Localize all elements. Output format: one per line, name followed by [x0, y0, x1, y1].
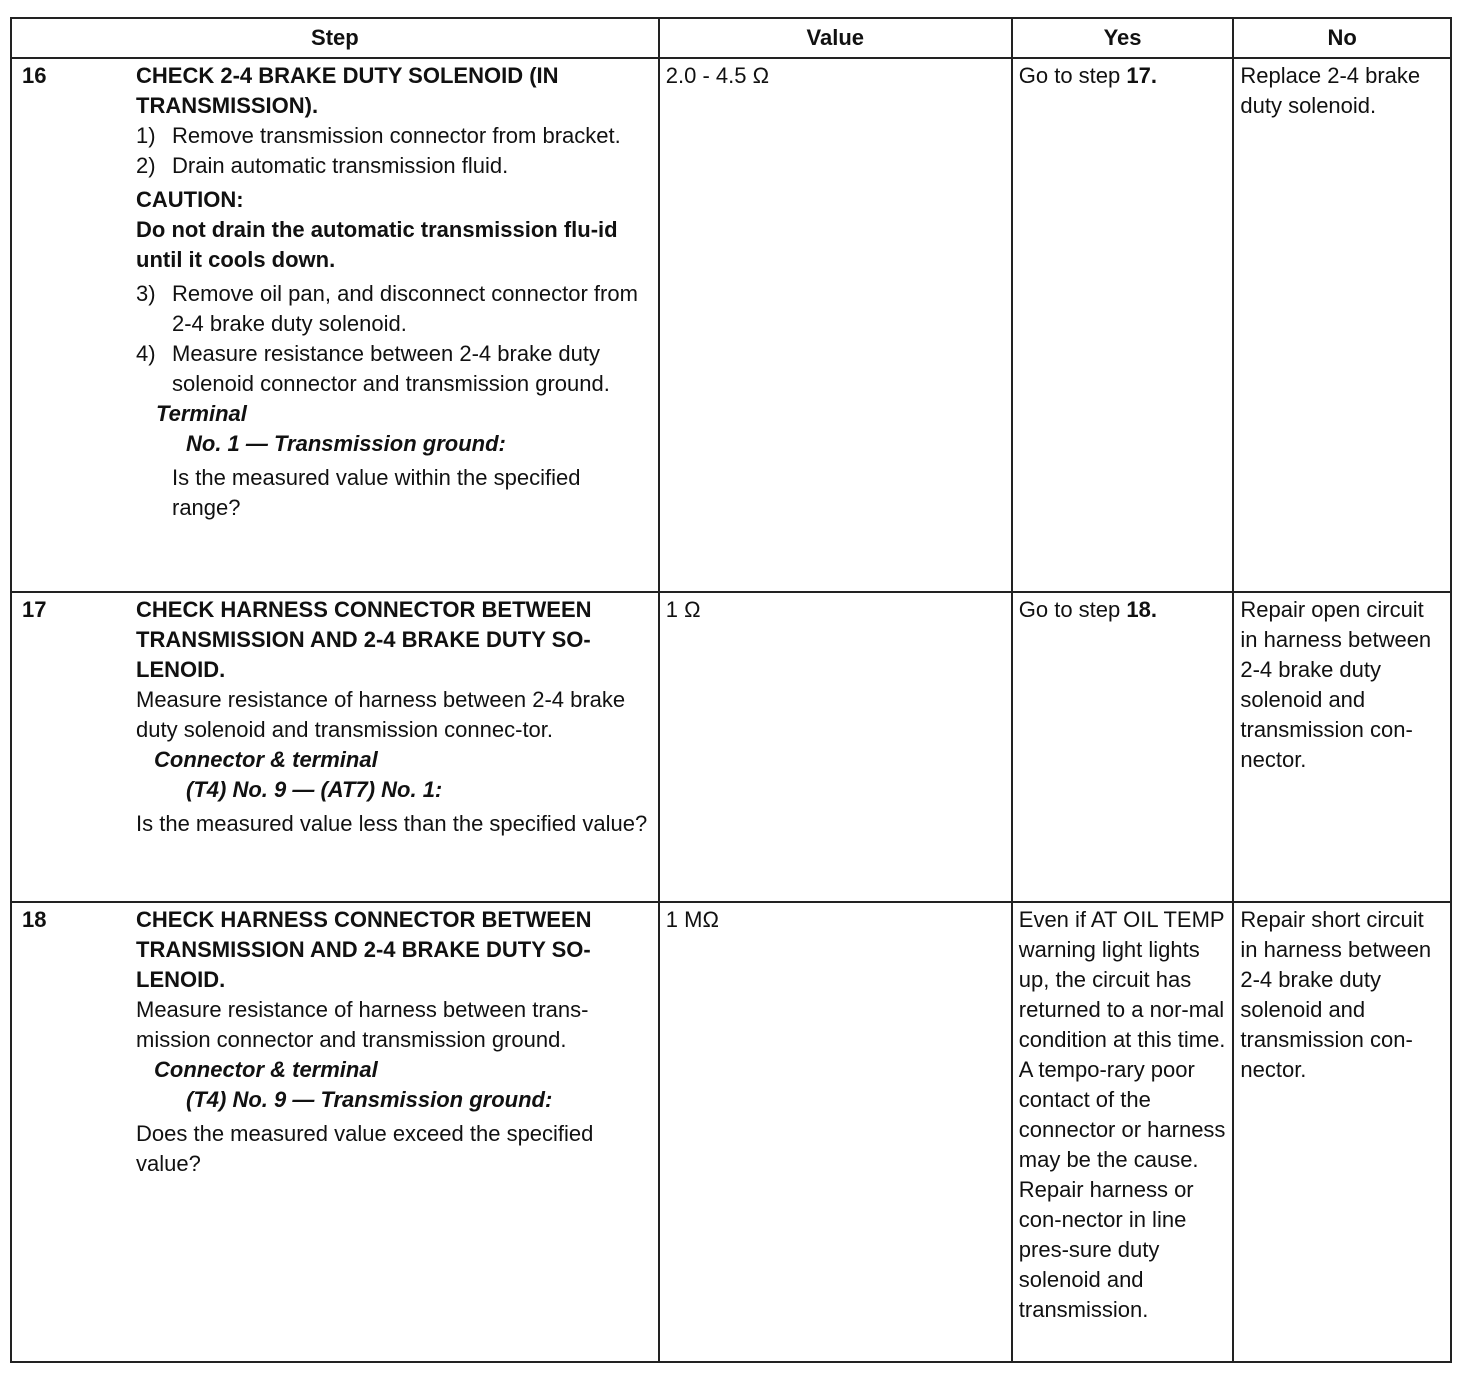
connector-spec: (T4) No. 9 — Transmission ground: [186, 1087, 553, 1112]
list-item: 2) Drain automatic transmission fluid. [136, 153, 509, 178]
step-number: 16 [22, 63, 47, 88]
no-cell [1233, 592, 1451, 902]
caution-text: Do not drain the automatic transmission flu-id until it cools down. [136, 217, 618, 272]
terminal-label: Terminal [156, 401, 247, 426]
value-cell [659, 902, 1012, 1362]
step-cell [11, 592, 659, 902]
header-step: Step [11, 18, 659, 58]
step-description: Measure resistance of harness between 2-4 brake duty solenoid and transmission connec-tor. [136, 687, 626, 742]
yes-text: Go to step 18. [1018, 597, 1157, 622]
list-item: 3) Remove oil pan, and disconnect connector from 2-4 brake duty solenoid. [136, 281, 638, 336]
question-text: Is the measured value less than the specified value? [136, 811, 648, 836]
no-text: Replace 2-4 brake duty solenoid. [1240, 63, 1421, 118]
step-cell [11, 58, 659, 592]
yes-cell [1012, 902, 1234, 1362]
step-number: 18 [22, 907, 47, 932]
no-cell [1233, 902, 1451, 1362]
value-text: 1 MΩ [665, 907, 719, 932]
connector-spec: (T4) No. 9 — (AT7) No. 1: [186, 777, 443, 802]
header-value: Value [659, 18, 1012, 58]
header-row [11, 18, 1451, 58]
yes-cell [1012, 592, 1234, 902]
no-cell [1233, 58, 1451, 592]
terminal-spec: No. 1 — Transmission ground: [186, 431, 506, 456]
value-cell [659, 592, 1012, 902]
list-item: 4) Measure resistance between 2-4 brake duty solenoid connector and transmission ground. [136, 341, 610, 396]
diagnostic-table [10, 17, 1452, 1363]
value-cell [659, 58, 1012, 592]
caution-heading: CAUTION: [136, 187, 244, 212]
connector-label: Connector & terminal [154, 1057, 378, 1082]
step-title: CHECK HARNESS CONNECTOR BETWEEN TRANSMISSION AND 2-4 BRAKE DUTY SO-LENOID. [136, 907, 592, 992]
yes-text: Even if AT OIL TEMP warning light lights up, the circuit has returned to a nor-mal condition at this time. A tempo-rary poor contact of the connector or harness may be the cause. Repair harness or con-nector in line pres-sure duty solenoid and transmission. [1018, 907, 1226, 1322]
question-text: Is the measured value within the specified range? [172, 465, 581, 520]
step-title: CHECK 2-4 BRAKE DUTY SOLENOID (IN TRANSMISSION). [136, 63, 559, 118]
header-no: No [1233, 18, 1451, 58]
step-title: CHECK HARNESS CONNECTOR BETWEEN TRANSMISSION AND 2-4 BRAKE DUTY SO-LENOID. [136, 597, 592, 682]
step-number: 17 [22, 597, 47, 622]
table-row [11, 902, 1451, 1362]
table-row [11, 58, 1451, 592]
step-description: Measure resistance of harness between trans-mission connector and transmission ground. [136, 997, 589, 1052]
table-row [11, 592, 1451, 902]
yes-cell [1012, 58, 1234, 592]
list-item: 1) Remove transmission connector from bracket. [136, 123, 621, 148]
value-text: 2.0 - 4.5 Ω [665, 63, 770, 88]
connector-label: Connector & terminal [154, 747, 378, 772]
no-text: Repair short circuit in harness between 2-4 brake duty solenoid and transmission con-nector. [1240, 907, 1432, 1082]
step-cell [11, 902, 659, 1362]
header-yes: Yes [1012, 18, 1234, 58]
no-text: Repair open circuit in harness between 2-4 brake duty solenoid and transmission con-nector. [1240, 597, 1432, 772]
value-text: 1 Ω [665, 597, 701, 622]
yes-text: Go to step 17. [1018, 63, 1157, 88]
question-text: Does the measured value exceed the specified value? [136, 1121, 594, 1176]
